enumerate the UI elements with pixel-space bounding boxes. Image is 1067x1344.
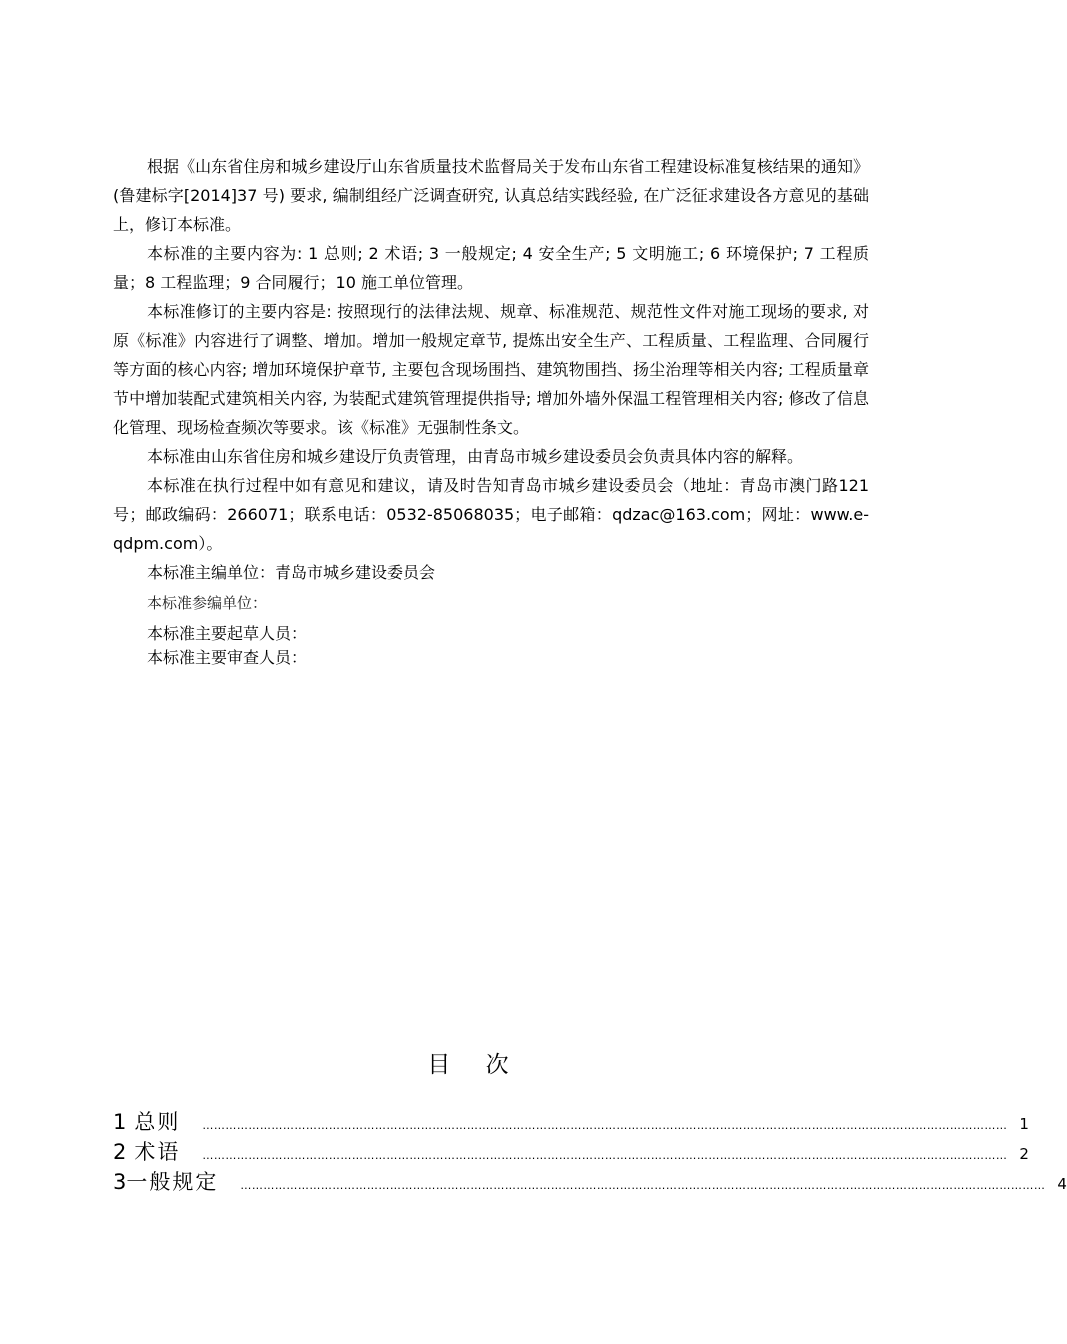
toc-entry-number: 3 [113, 1170, 127, 1194]
toc-leader-dots: ………………………………………………………………………………………………………………………………………………………………………………………… [202, 1119, 1008, 1132]
toc-entry-page: 2 [1019, 1145, 1029, 1163]
toc-entry-label: 一般规定 [126, 1170, 219, 1194]
toc-entry-page: 4 [1057, 1175, 1067, 1193]
preface-paragraph-4: 本标准由山东省住房和城乡建设厅负责管理，由青岛市城乡建设委员会负责具体内容的解释。 [147, 447, 804, 466]
toc-entry[interactable] [113, 1136, 1029, 1166]
toc-entry-label: 总则 [134, 1110, 181, 1134]
toc-entry-number: 2 [113, 1140, 127, 1164]
participating-units: 本标准参编单位： [147, 594, 268, 612]
preface-paragraph-1: 根据《山东省住房和城乡建设厅山东省质量技术监督局关于发布山东省工程建设标准复核结果的通知》(鲁建标字[2014]37 号) 要求, 编制组经广泛调查研究, 认真总结实践经验, 在广泛征求建设各方意见的基础上，修订本标准。 [113, 157, 869, 234]
toc-entry[interactable] [113, 1166, 1067, 1196]
toc-entry-number: 1 [113, 1110, 127, 1134]
main-reviewers: 本标准主要审查人员： [147, 648, 308, 667]
toc-leader-dots: ………………………………………………………………………………………………………………………………………………………………………………………… [202, 1149, 1008, 1162]
chief-editor-unit: 本标准主编单位：青岛市城乡建设委员会 [147, 563, 436, 582]
toc-entry[interactable] [113, 1106, 1029, 1136]
toc-entry-page: 1 [1019, 1115, 1029, 1133]
toc-entry-label: 术语 [134, 1140, 181, 1164]
preface-paragraph-5: 本标准在执行过程中如有意见和建议，请及时告知青岛市城乡建设委员会（地址：青岛市澳门路121 号；邮政编码：266071；联系电话：0532-85068035；电子邮箱：qdzac@163.com；网址：www.e-qdpm.com）。 [113, 476, 869, 553]
toc-title: 目 次 [427, 1052, 523, 1078]
toc-leader-dots: ………………………………………………………………………………………………………………………………………………………………………………………… [240, 1179, 1046, 1192]
preface-section [113, 152, 869, 670]
preface-paragraph-3: 本标准修订的主要内容是: 按照现行的法律法规、规章、标准规范、规范性文件对施工现场的要求, 对原《标准》内容进行了调整、增加。增加一般规定章节, 提炼出安全生产、工程质量、工程监理、合同履行等方面的核心内容; 增加环境保护章节, 主要包含现场围挡、建筑物围挡、扬尘治理等相关内容; 工程质量章节中增加装配式建筑相关内容, 为装配式建筑管理提供指导; 增加外墙外保温工程管理相关内容; 修改了信息化管理、现场检查频次等要求。该《标准》无强制性条文。 [113, 302, 869, 437]
preface-paragraph-2: 本标准的主要内容为: 1 总则; 2 术语; 3 一般规定; 4 安全生产; 5 文明施工; 6 环境保护; 7 工程质量；8 工程监理；9 合同履行；10 施工单位管理。 [113, 244, 869, 292]
table-of-contents [113, 1106, 1067, 1196]
main-drafters: 本标准主要起草人员： [147, 624, 308, 643]
